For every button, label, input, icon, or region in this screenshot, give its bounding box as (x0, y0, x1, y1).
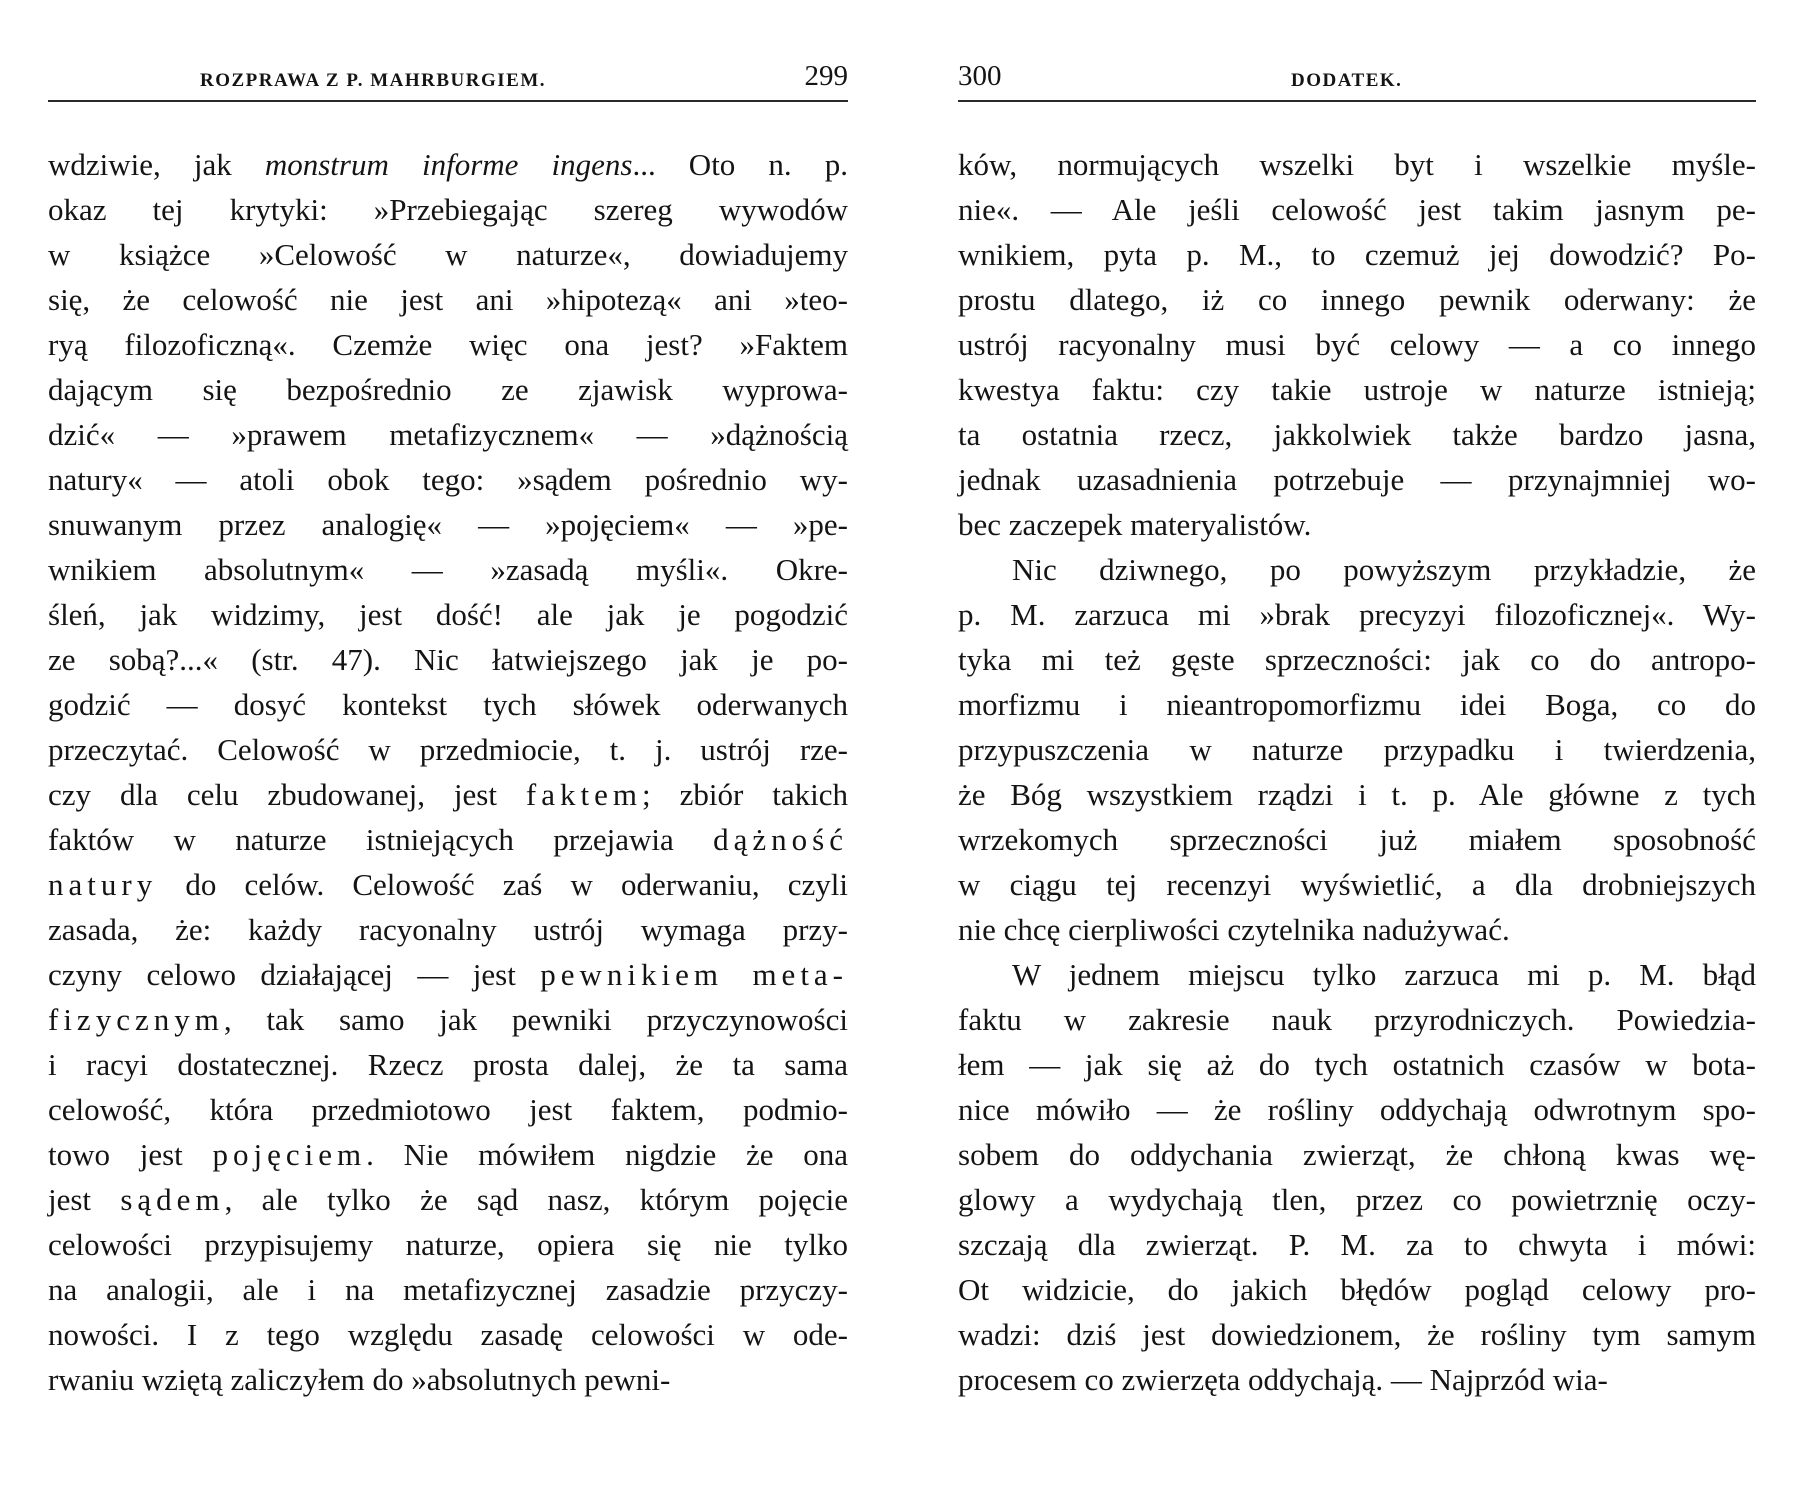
text-line (48, 1222, 848, 1267)
text-line (958, 592, 1756, 637)
text-segment: w książce »Celowość w naturze«, dowiadujemy (48, 237, 848, 272)
text-segment: śleń, jak widzimy, jest dość! ale jak je pogodzić (48, 597, 848, 632)
text-segment: łem — jak się aż do tych ostatnich czasów w bota- (958, 1047, 1756, 1082)
text-line (958, 1087, 1756, 1132)
text-line (48, 772, 848, 817)
text-line (958, 322, 1756, 367)
right-running-head (958, 58, 1756, 98)
left-page-number: 299 (804, 60, 848, 92)
text-line (48, 187, 848, 232)
text-line (48, 997, 848, 1042)
text-line (958, 817, 1756, 862)
text-segment: nice mówiło — że rośliny oddychają odwrotnym spo- (958, 1092, 1756, 1127)
text-line (958, 1267, 1756, 1312)
text-segment: wdziwie, jak (48, 147, 265, 182)
text-line (958, 1177, 1756, 1222)
text-line (48, 727, 848, 772)
text-segment: Ot widzicie, do jakich błędów pogląd celowy pro- (958, 1272, 1756, 1307)
left-running-title: ROZPRAWA Z P. MAHRBURGIEM. (200, 70, 547, 91)
text-segment: towo jest (48, 1137, 213, 1172)
text-segment: ze sobą?...« (str. 47). Nic łatwiejszego jak je po- (48, 642, 848, 677)
text-segment: , tak samo jak pewniki przyczynowości (223, 1002, 848, 1037)
text-segment: W jednem miejscu tylko zarzuca mi p. M. błąd (1012, 957, 1756, 992)
text-segment: ryą filozoficzną«. Czemże więc ona jest? »Faktem (48, 327, 848, 362)
text-line (958, 412, 1756, 457)
text-line (48, 1312, 848, 1357)
right-running-title: DODATEK. (1291, 70, 1403, 91)
text-segment: przeczytać. Celowość w przedmiocie, t. j. ustrój rze- (48, 732, 848, 767)
text-segment: i racyi dostatecznej. Rzecz prosta dalej, że ta sama (48, 1047, 848, 1082)
text-line (958, 1132, 1756, 1177)
text-segment: zasada, że: każdy racyonalny ustrój wymaga przy- (48, 912, 848, 947)
spaced-emphasis-text: pewnikiem meta- (540, 957, 849, 992)
text-segment: na analogii, ale i na metafizycznej zasadzie przyczy- (48, 1272, 848, 1307)
text-segment: sobem do oddychania zwierząt, że chłoną kwas wę- (958, 1137, 1756, 1172)
text-line (48, 682, 848, 727)
text-line (48, 592, 848, 637)
text-segment: się, że celowość nie jest ani »hipotezą« ani »teo- (48, 282, 848, 317)
text-line (48, 817, 848, 862)
text-segment: dzić« — »prawem metafizycznem« — »dążnością (48, 417, 848, 452)
spaced-emphasis-text: pojęciem (212, 1137, 367, 1172)
spaced-emphasis-text: sądem (120, 1182, 225, 1217)
text-line (958, 1357, 1756, 1402)
text-segment: ustrój racyonalny musi być celowy — a co innego (958, 327, 1756, 362)
text-segment: jest (48, 1182, 121, 1217)
text-line (958, 457, 1756, 502)
text-line (48, 547, 848, 592)
text-segment: rwaniu wziętą zaliczyłem do »absolutnych pewni- (48, 1362, 671, 1397)
left-body-text (48, 142, 848, 1402)
text-segment: wnikiem, pyta p. M., to czemuż jej dowodzić? Po- (958, 237, 1756, 272)
right-page-number: 300 (958, 60, 1002, 92)
text-segment: wnikiem absolutnym« — »zasadą myśli«. Okre- (48, 552, 848, 587)
text-segment: bec zaczepek materyalistów. (958, 507, 1312, 542)
text-line (958, 142, 1756, 187)
text-line (48, 1267, 848, 1312)
text-line (958, 637, 1756, 682)
text-segment: że Bóg wszystkiem rządzi i t. p. Ale główne z tych (958, 777, 1756, 812)
spaced-emphasis-text: fizycznym (48, 1002, 224, 1037)
text-line (48, 862, 848, 907)
text-line (958, 862, 1756, 907)
text-segment: faktu w zakresie nauk przyrodniczych. Powiedzia- (958, 1002, 1756, 1037)
text-line (958, 502, 1756, 547)
text-segment: godzić — dosyć kontekst tych słówek oderwanych (48, 687, 848, 722)
text-segment: nowości. I z tego względu zasadę celowości w ode- (48, 1317, 848, 1352)
text-segment: celowości przypisujemy naturze, opiera się nie tylko (48, 1227, 848, 1262)
text-line (48, 637, 848, 682)
text-line (958, 1042, 1756, 1087)
text-line (48, 1042, 848, 1087)
text-segment: faktów w naturze istniejących przejawia (48, 822, 714, 857)
text-segment: dającym się bezpośrednio ze zjawisk wyprowa- (48, 372, 848, 407)
text-segment: w ciągu tej recenzyi wyświetlić, a dla drobniejszych (958, 867, 1756, 902)
text-segment: okaz tej krytyki: »Przebiegając szereg wywodów (48, 192, 848, 227)
text-line (48, 142, 848, 187)
right-header-rule (958, 100, 1756, 102)
text-segment: nie«. — Ale jeśli celowość jest takim jasnym pe- (958, 192, 1756, 227)
text-segment: ; zbiór takich (642, 777, 848, 812)
text-segment: ... Oto n. p. (632, 147, 849, 182)
text-line (48, 457, 848, 502)
text-segment: procesem co zwierzęta oddychają. — Najprzód wia- (958, 1362, 1608, 1397)
text-line (958, 907, 1756, 952)
right-body-text (958, 142, 1756, 1402)
spaced-emphasis-text: faktem (525, 777, 642, 812)
spaced-emphasis-text: natury (48, 867, 158, 902)
text-line (958, 277, 1756, 322)
text-line (958, 367, 1756, 412)
italic-text: monstrum informe ingens (264, 147, 633, 182)
text-line (958, 952, 1756, 997)
text-segment: wrzekomych sprzeczności już miałem sposobność (958, 822, 1756, 857)
text-line (48, 1357, 848, 1402)
text-line (958, 232, 1756, 277)
text-segment: przypuszczenia w naturze przypadku i twierdzenia, (958, 732, 1756, 767)
text-line (48, 1087, 848, 1132)
text-segment: czy dla celu zbudowanej, jest (48, 777, 526, 812)
text-segment: wadzi: dziś jest dowiedzionem, że rośliny tym samym (958, 1317, 1756, 1352)
text-line (48, 907, 848, 952)
text-segment: , ale tylko że sąd nasz, którym pojęcie (224, 1182, 848, 1217)
left-header-rule (48, 100, 848, 102)
text-line (48, 322, 848, 367)
text-line (48, 1177, 848, 1222)
text-line (958, 187, 1756, 232)
text-segment: do celów. Celowość zaś w oderwaniu, czyli (157, 867, 848, 902)
text-segment: nie chcę cierpliwości czytelnika nadużywać. (958, 912, 1510, 947)
text-segment: kwestya faktu: czy takie ustroje w naturze istnieją; (958, 372, 1756, 407)
text-line (48, 952, 848, 997)
text-segment: ta ostatnia rzecz, jakkolwiek także bardzo jasna, (958, 417, 1756, 452)
text-segment: p. M. zarzuca mi »brak precyzyi filozoficznej«. Wy- (958, 597, 1756, 632)
text-segment: . Nie mówiłem nigdzie że ona (366, 1137, 848, 1172)
spaced-emphasis-text: dążność (713, 822, 848, 857)
text-segment: szczają dla zwierząt. P. M. za to chwyta i mówi: (958, 1227, 1756, 1262)
text-segment: celowość, która przedmiotowo jest faktem, podmio- (48, 1092, 848, 1127)
text-segment: prostu dlatego, iż co innego pewnik oderwany: że (958, 282, 1756, 317)
text-segment: tyka mi też gęste sprzeczności: jak co do antropo- (958, 642, 1756, 677)
text-segment: jednak uzasadnienia potrzebuje — przynajmniej wo- (958, 462, 1756, 497)
text-line (48, 277, 848, 322)
text-line (958, 997, 1756, 1042)
text-line (48, 1132, 848, 1177)
text-segment: natury« — atoli obok tego: »sądem pośrednio wy- (48, 462, 848, 497)
text-line (958, 1312, 1756, 1357)
text-line (958, 547, 1756, 592)
text-segment: morfizmu i nieantropomorfizmu idei Boga, co do (958, 687, 1756, 722)
text-segment: czyny celowo działającej — jest (48, 957, 541, 992)
text-line (48, 367, 848, 412)
text-line (958, 1222, 1756, 1267)
text-line (958, 727, 1756, 772)
text-line (48, 232, 848, 277)
text-line (958, 682, 1756, 727)
text-segment: snuwanym przez analogię« — »pojęciem« — »pe- (48, 507, 848, 542)
text-line (958, 772, 1756, 817)
text-segment: Nic dziwnego, po powyższym przykładzie, że (1012, 552, 1756, 587)
left-running-head (48, 58, 848, 98)
text-segment: ków, normujących wszelki byt i wszelkie myśle- (958, 147, 1756, 182)
text-segment: glowy a wydychają tlen, przez co powietrznię oczy- (958, 1182, 1756, 1217)
text-line (48, 502, 848, 547)
text-line (48, 412, 848, 457)
